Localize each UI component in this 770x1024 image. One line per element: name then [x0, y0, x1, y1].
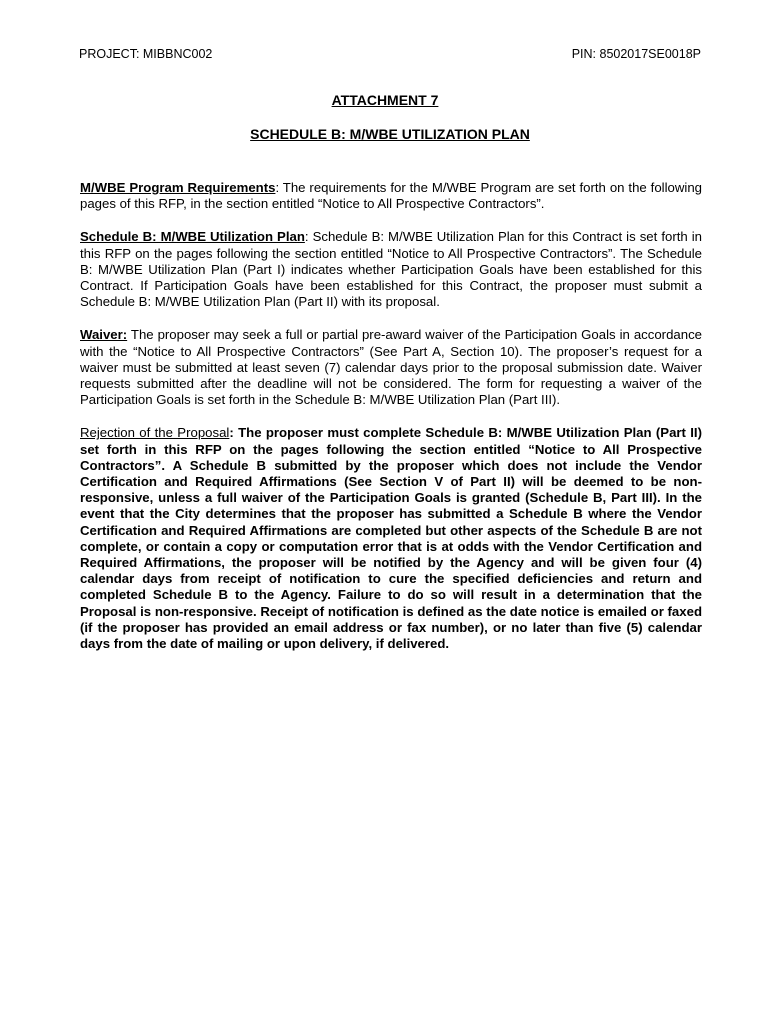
waiver-text: The proposer may seek a full or partial pre-award waiver of the Participation Goals in accordance with the “Notice to All Prospective Contractors” (See Part A, Section 10). The proposer’s request for a waiver must be submitted at least seven (7) calendar days prior to the proposal submission date. Waiver requests submitted after the deadline will not be considered. The form for requesting a waiver of the Participation Goals is set forth in the Schedule B: M/WBE Utilization Plan (Part III).	[80, 327, 702, 408]
document-body	[80, 180, 702, 669]
rejection-label: Rejection of the Proposal	[80, 425, 230, 441]
requirements-label: M/WBE Program Requirements	[80, 180, 276, 195]
requirements-paragraph	[80, 180, 702, 212]
utilization-text: : Schedule B: M/WBE Utilization Plan for this Contract is set forth in this RFP on the pages following the section entitled “Notice to All Prospective Contractors”. The Schedule B: M/WBE Utilization Plan (Part I) indicates whether Participation Goals have been established for this Contract. If Participation Goals have been established for this Contract, the proposer must submit a Schedule B: M/WBE Utilization Plan (Part II) with its proposal.	[80, 229, 702, 310]
requirements-text: : The requirements for the M/WBE Program are set forth on the following pages of this RFP, in the section entitled “Notice to All Prospective Contractors”.	[80, 180, 702, 212]
utilization-paragraph	[80, 229, 702, 310]
waiver-label: Waiver:	[80, 327, 128, 343]
schedule-title: SCHEDULE B: M/WBE UTILIZATION PLAN	[250, 126, 530, 142]
project-code: PROJECT: MIBBNC002	[79, 47, 213, 61]
waiver-paragraph	[80, 327, 702, 408]
pin-number: PIN: 8502017SE0018P	[571, 47, 701, 61]
attachment-title: ATTACHMENT 7	[331, 92, 439, 108]
rejection-paragraph	[80, 425, 702, 652]
rejection-text: : The proposer must complete Schedule B: M/WBE Utilization Plan (Part II) set forth in this RFP on the pages following the section entitled “Notice to All Prospective Contractors”. A Schedule B submitted by the proposer which does not include the Vendor Certification and Required Affirmations (See Section V of Part II) will be deemed to be non-responsive, unless a full waiver of the Participation Goals is granted (Schedule B, Part III). In the event that the City determines that the proposer has submitted a Schedule B where the Vendor Certification and Required Affirmations are completed but other aspects of the Schedule B are not complete, or contain a copy or computation error that is at odds with the Vendor Certification and Required Affirmations, the proposer will be notified by the Agency and will be given four (4) calendar days from receipt of notification to cure the specified deficiencies and return and completed Schedule B to the Agency. Failure to do so will result in a determination that the Proposal is non-responsive. Receipt of notification is defined as the date notice is emailed or faxed (if the proposer has provided an email address or fax number), or no later than five (5) calendar days from the date of mailing or upon delivery, if delivered.	[80, 425, 702, 652]
page-header	[79, 47, 701, 61]
utilization-label: Schedule B: M/WBE Utilization Plan	[80, 229, 305, 245]
